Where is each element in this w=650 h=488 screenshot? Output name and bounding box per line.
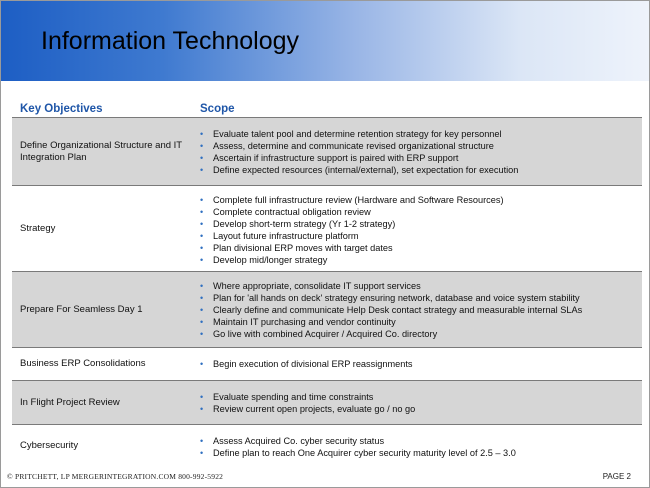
scope-list [200, 358, 413, 370]
table-row [12, 271, 642, 347]
list-item: • Develop short-term strategy (Yr 1-2 strategy) [200, 219, 396, 229]
title-banner [1, 1, 649, 81]
bullet-icon: • [200, 243, 204, 253]
scope-list [200, 435, 516, 459]
bullet-icon: • [200, 281, 204, 291]
list-item: • Complete contractual obligation review [200, 207, 371, 217]
scope-list [200, 280, 582, 340]
scope-list [200, 128, 518, 176]
list-item: • Plan divisional ERP moves with target dates [200, 243, 393, 253]
list-item: • Go live with combined Acquirer / Acquired Co. directory [200, 329, 438, 339]
bullet-icon: • [200, 392, 204, 402]
bullet-icon: • [200, 305, 204, 315]
bullet-icon: • [200, 448, 204, 458]
list-item: • Define plan to reach One Acquirer cyber security maturity level of 2.5 – 3.0 [200, 448, 516, 458]
bullet-icon: • [200, 329, 204, 339]
list-item: • Assess Acquired Co. cyber security status [200, 436, 385, 446]
list-item: • Complete full infrastructure review (Hardware and Software Resources) [200, 195, 504, 205]
table-row [12, 117, 642, 185]
table-row [12, 424, 642, 464]
bullet-icon: • [200, 165, 204, 175]
bullet-icon: • [200, 153, 204, 163]
table-row [12, 347, 642, 380]
list-item: • Clearly define and communicate Help Desk contact strategy and measurable internal SLAs [200, 305, 583, 315]
bullet-icon: • [200, 231, 204, 241]
bullet-icon: • [200, 129, 204, 139]
bullet-icon: • [200, 359, 204, 369]
list-item: • Develop mid/longer strategy [200, 255, 328, 265]
scope-header: Scope [200, 103, 235, 115]
table-row [12, 185, 642, 271]
objective-label: Define Organizational Structure and IT Integration Plan [20, 140, 182, 163]
scope-list [200, 194, 504, 266]
page-title: Information Technology [41, 27, 300, 55]
bullet-icon: • [200, 317, 204, 327]
table-row [12, 380, 642, 424]
bullet-icon: • [200, 207, 204, 217]
bullet-icon: • [200, 255, 204, 265]
bullet-icon: • [200, 141, 204, 151]
footer-copyright: © PRITCHETT, LP MERGERINTEGRATION.COM 800-992-5922 [7, 472, 224, 481]
bullet-icon: • [200, 436, 204, 446]
list-item: • Ascertain if infrastructure support is paired with ERP support [200, 153, 459, 163]
objective-label: In Flight Project Review [20, 397, 120, 408]
objectives-table [12, 117, 642, 464]
objective-label: Cybersecurity [20, 440, 79, 451]
list-item: • Assess, determine and communicate revised organizational structure [200, 141, 494, 151]
objective-label: Prepare For Seamless Day 1 [20, 304, 143, 315]
list-item: • Evaluate spending and time constraints [200, 392, 374, 402]
key-objectives-header: Key Objectives [20, 103, 103, 115]
list-item: • Define expected resources (internal/external), set expectation for execution [200, 165, 519, 175]
list-item: • Plan for 'all hands on deck' strategy ensuring network, database and voice system stability [200, 293, 580, 303]
list-item: • Maintain IT purchasing and vendor continuity [200, 317, 396, 327]
bullet-icon: • [200, 293, 204, 303]
list-item: • Layout future infrastructure platform [200, 231, 359, 241]
objective-label: Business ERP Consolidations [20, 358, 146, 369]
bullet-icon: • [200, 195, 204, 205]
objective-label: Strategy [20, 223, 56, 234]
page-number: PAGE 2 [602, 472, 631, 481]
scope-list [200, 391, 415, 415]
bullet-icon: • [200, 404, 204, 414]
list-item: • Begin execution of divisional ERP reassignments [200, 359, 413, 369]
bullet-icon: • [200, 219, 204, 229]
list-item: • Review current open projects, evaluate go / no go [200, 404, 416, 414]
list-item: • Evaluate talent pool and determine retention strategy for key personnel [200, 129, 502, 139]
list-item: • Where appropriate, consolidate IT support services [200, 281, 421, 291]
